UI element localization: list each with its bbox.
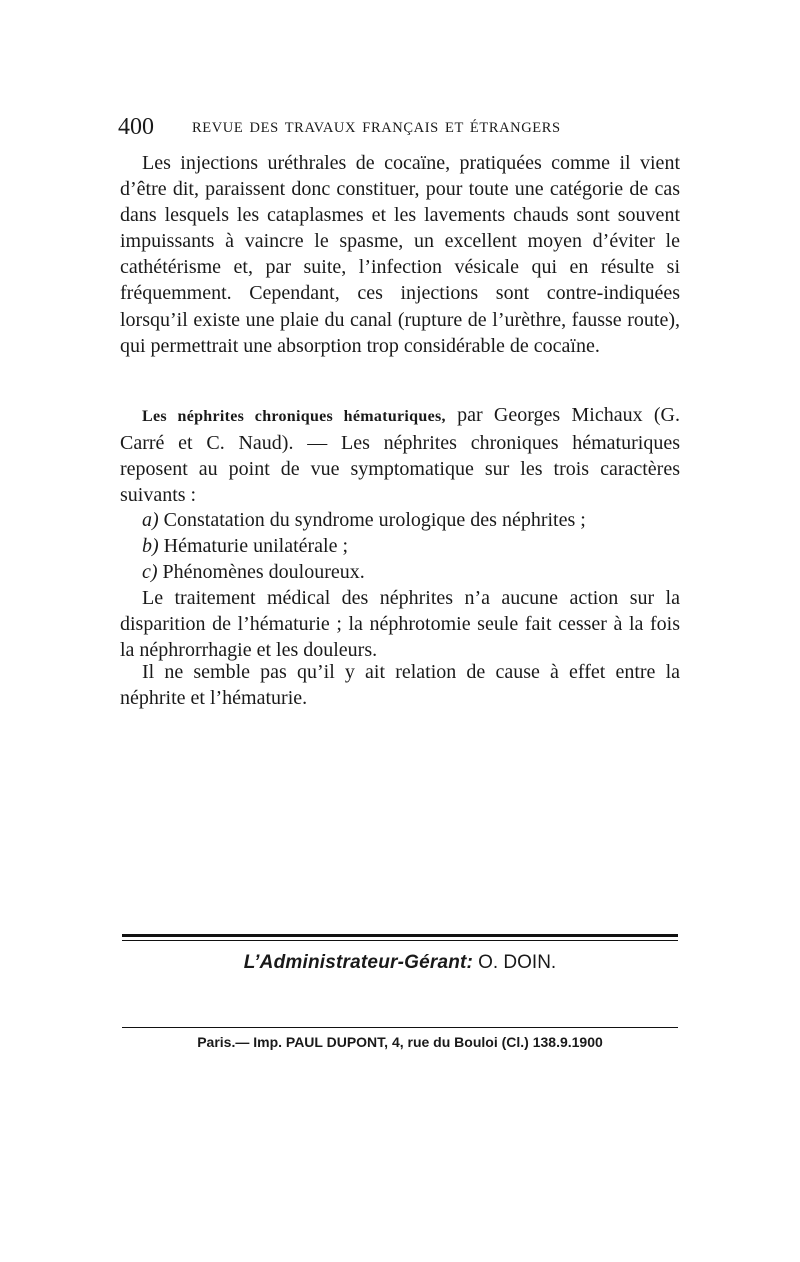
paragraph-nephrites-intro bbox=[120, 402, 680, 508]
list-item-text: Hématurie unilatérale ; bbox=[158, 535, 349, 557]
administrator-line bbox=[122, 949, 678, 976]
list-item-letter: c) bbox=[142, 561, 158, 583]
printer-imprint: Paris.— Imp. PAUL DUPONT, 4, rue du Bouloi (Cl.) 138.9.1900 bbox=[197, 1034, 603, 1050]
footer-rule-thick bbox=[122, 934, 678, 937]
article-intro-text: par Georges Michaux (G. Carré et C. Naud). — Les néphrites chroniques hématuriques reposent au point de vue symptomatique sur les trois caractères suivants : bbox=[120, 404, 680, 507]
article-title: Les néphrites chroniques hématuriques, bbox=[142, 408, 446, 425]
imprint-rule bbox=[122, 1027, 678, 1028]
footer-rule-thin bbox=[122, 940, 678, 941]
list-item-text: Phénomènes douloureux. bbox=[157, 561, 365, 583]
administrator-role: L’Administrateur-Gérant: bbox=[243, 952, 474, 973]
page-number: 400 bbox=[118, 114, 154, 140]
administrator-name: O. DOIN. bbox=[478, 952, 557, 973]
running-title: REVUE DES TRAVAUX FRANÇAIS ET ÉTRANGERS bbox=[192, 120, 561, 136]
page-header bbox=[118, 112, 678, 142]
list-item bbox=[142, 533, 682, 559]
list-item-letter: b) bbox=[142, 535, 159, 557]
list-item-text: Constatation du syndrome urologique des néphrites ; bbox=[158, 509, 586, 531]
paragraph-conclusion: Il ne semble pas qu’il y ait relation de cause à effet entre la néphrite et l’hématurie. bbox=[120, 661, 680, 710]
list-item bbox=[142, 507, 682, 533]
paragraph-treatment: Le traitement médical des néphrites n’a aucune action sur la disparition de l’hématurie ; la néphrotomie seule fait cesser à la fois la néphrorrhagie et les douleurs. bbox=[120, 587, 680, 662]
paragraph-cocaine-injections: Les injections uréthrales de cocaïne, pratiquées comme il vient d’être dit, paraissent donc constituer, pour toute une catégorie de cas dans lesquels les cataplasmes et les lavements chauds sont souvent impuissants à vaincre le spasme, un excellent moyen d’éviter le cathétérisme et, par suite, l’infection vésicale qui en résulte si fréquemment. Cependant, ces injections sont contre-indiquées lorsqu’il existe une plaie du canal (rupture de l’urèthre, fausse route), qui permettrait une absorption trop considérable de cocaïne. bbox=[120, 152, 680, 357]
list-item-letter: a) bbox=[142, 509, 159, 531]
list-item bbox=[142, 559, 682, 585]
